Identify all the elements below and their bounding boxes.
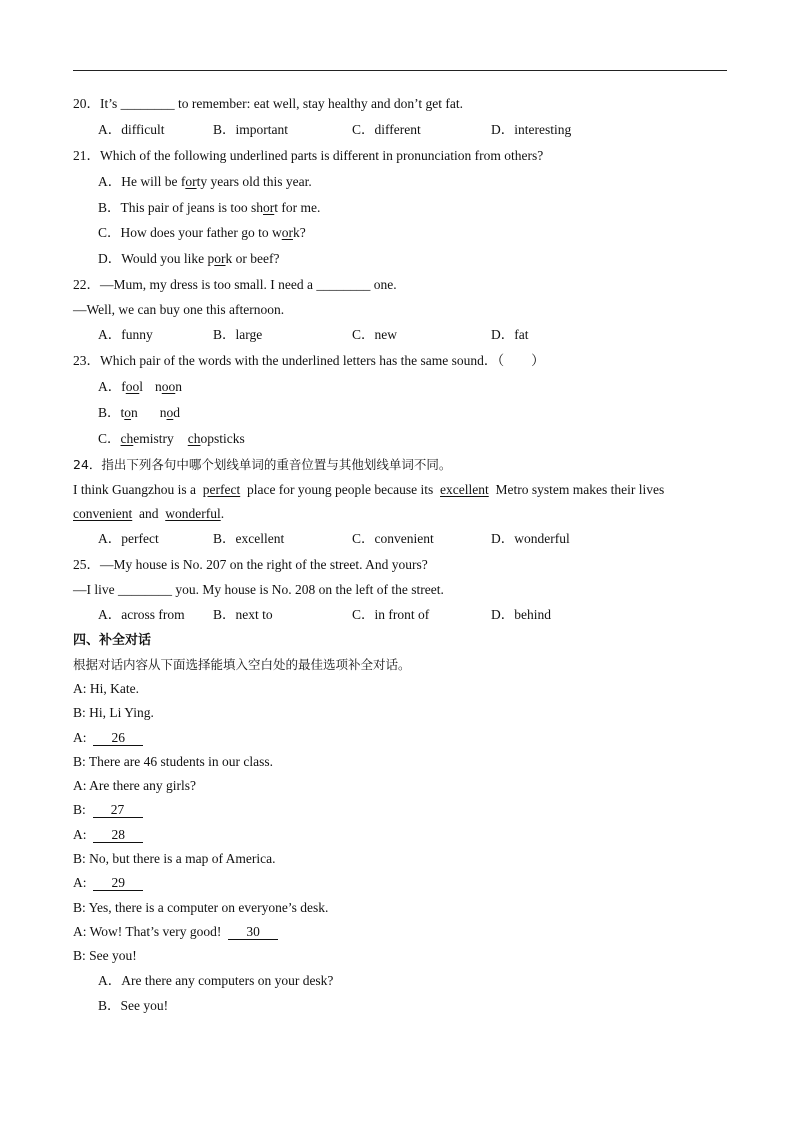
- option-22-d[interactable]: D．fat: [491, 327, 529, 342]
- option-22-c[interactable]: C．new: [352, 327, 397, 342]
- underlined-letters: o: [166, 405, 174, 420]
- dialogue-line: B: Yes, there is a computer on everyone’s desk.: [73, 900, 329, 915]
- underlined-letters: oo: [161, 379, 176, 394]
- dialogue-option-a[interactable]: A．Are there any computers on your desk?: [98, 973, 334, 988]
- underlined-word: convenient: [73, 506, 133, 521]
- option-22-b[interactable]: B．large: [213, 327, 263, 342]
- question-number: 23．: [73, 353, 100, 368]
- question-text: —My house is No. 207 on the right of the street. And yours?: [100, 557, 428, 572]
- underlined-letters: oo: [125, 379, 140, 394]
- dialogue-line: B: 27: [73, 801, 143, 819]
- blank-30[interactable]: 30: [228, 925, 278, 940]
- dialogue-line: A: 29: [73, 874, 143, 892]
- option-25-b[interactable]: B．next to: [213, 607, 273, 622]
- underlined-letters: or: [214, 251, 226, 266]
- question-number: 25．: [73, 557, 100, 572]
- question-21: [73, 147, 543, 165]
- blank-29[interactable]: 29: [93, 876, 143, 891]
- dialogue-line: B: Hi, Li Ying.: [73, 705, 154, 720]
- option-20-b[interactable]: B．important: [213, 122, 288, 137]
- section-instruction: 根据对话内容从下面选择能填入空白处的最佳选项补全对话。: [73, 657, 411, 672]
- question-text: It’s ________ to remember: eat well, stay healthy and don’t get fat.: [100, 96, 464, 111]
- question-number: 20．: [73, 96, 100, 111]
- dialogue-option-b[interactable]: B．See you!: [98, 998, 169, 1013]
- underlined-word: wonderful: [165, 506, 221, 521]
- option-22-a[interactable]: A．funny: [98, 327, 153, 342]
- question-24-sentence-line1: I think Guangzhou is a perfect place for young people because its excellent Metro system makes their lives: [73, 482, 665, 497]
- section-heading: 四、补全对话: [73, 633, 152, 648]
- option-24-c[interactable]: C．convenient: [352, 531, 434, 546]
- option-23-b[interactable]: B．ton nod: [98, 405, 181, 420]
- option-24-d[interactable]: D．wonderful: [491, 531, 570, 546]
- dialogue-line: A: Wow! That’s very good! 30: [73, 923, 278, 941]
- underlined-word: perfect: [202, 482, 241, 497]
- blank-26[interactable]: 26: [93, 731, 143, 746]
- question-number: 21．: [73, 148, 100, 163]
- underlined-letters: or: [263, 200, 275, 215]
- question-text: Which pair of the words with the underlined letters has the same sound．（ ）: [100, 353, 545, 368]
- question-number: 22．: [73, 277, 100, 292]
- option-20-d[interactable]: D．interesting: [491, 122, 572, 137]
- dialogue-line: B: There are 46 students in our class.: [73, 754, 273, 769]
- underlined-letters: ch: [120, 431, 134, 446]
- option-25-c[interactable]: C．in front of: [352, 607, 430, 622]
- dialogue-line: A: 26: [73, 729, 143, 747]
- question-text: —Mum, my dress is too small. I need a ________ one.: [100, 277, 397, 292]
- option-21-b[interactable]: B．This pair of jeans is too short for me.: [98, 200, 321, 215]
- dialogue-line: B: No, but there is a map of America.: [73, 851, 276, 866]
- option-25-a[interactable]: A．across from: [98, 607, 185, 622]
- blank-28[interactable]: 28: [93, 828, 143, 843]
- dialogue-line: A: 28: [73, 826, 143, 844]
- underlined-letters: o: [124, 405, 132, 420]
- dialogue-line: A: Hi, Kate.: [73, 681, 139, 696]
- question-text: 指出下列各句中哪个划线单词的重音位置与其他划线单词不同。: [101, 457, 452, 472]
- question-24: [73, 456, 451, 474]
- underlined-word: excellent: [440, 482, 489, 497]
- question-22: [73, 276, 397, 294]
- option-24-a[interactable]: A．perfect: [98, 531, 159, 546]
- question-22-line2: —Well, we can buy one this afternoon.: [73, 302, 285, 317]
- option-23-c[interactable]: C．chemistry chopsticks: [98, 431, 245, 446]
- option-21-c[interactable]: C．How does your father go to work?: [98, 225, 306, 240]
- question-25: [73, 556, 428, 574]
- option-21-a[interactable]: A．He will be forty years old this year.: [98, 174, 312, 189]
- option-21-d[interactable]: D．Would you like pork or beef?: [98, 251, 280, 266]
- underlined-letters: or: [281, 225, 293, 240]
- option-23-a[interactable]: A．fool noon: [98, 379, 183, 394]
- question-text: Which of the following underlined parts is different in pronunciation from others?: [100, 148, 544, 163]
- dialogue-line: A: Are there any girls?: [73, 778, 196, 793]
- question-24-sentence-line2: convenient and wonderful.: [73, 506, 225, 521]
- dialogue-line: B: See you!: [73, 948, 137, 963]
- question-25-line2: —I live ________ you. My house is No. 208 on the left of the street.: [73, 582, 444, 597]
- option-24-b[interactable]: B．excellent: [213, 531, 285, 546]
- question-number: 24．: [73, 457, 102, 472]
- option-20-c[interactable]: C．different: [352, 122, 421, 137]
- question-20: [73, 95, 463, 113]
- question-23: [73, 352, 545, 370]
- underlined-letters: or: [185, 174, 197, 189]
- header-rule: [73, 70, 727, 71]
- underlined-letters: ch: [187, 431, 201, 446]
- option-20-a[interactable]: A．difficult: [98, 122, 165, 137]
- option-25-d[interactable]: D．behind: [491, 607, 551, 622]
- blank-27[interactable]: 27: [93, 803, 143, 818]
